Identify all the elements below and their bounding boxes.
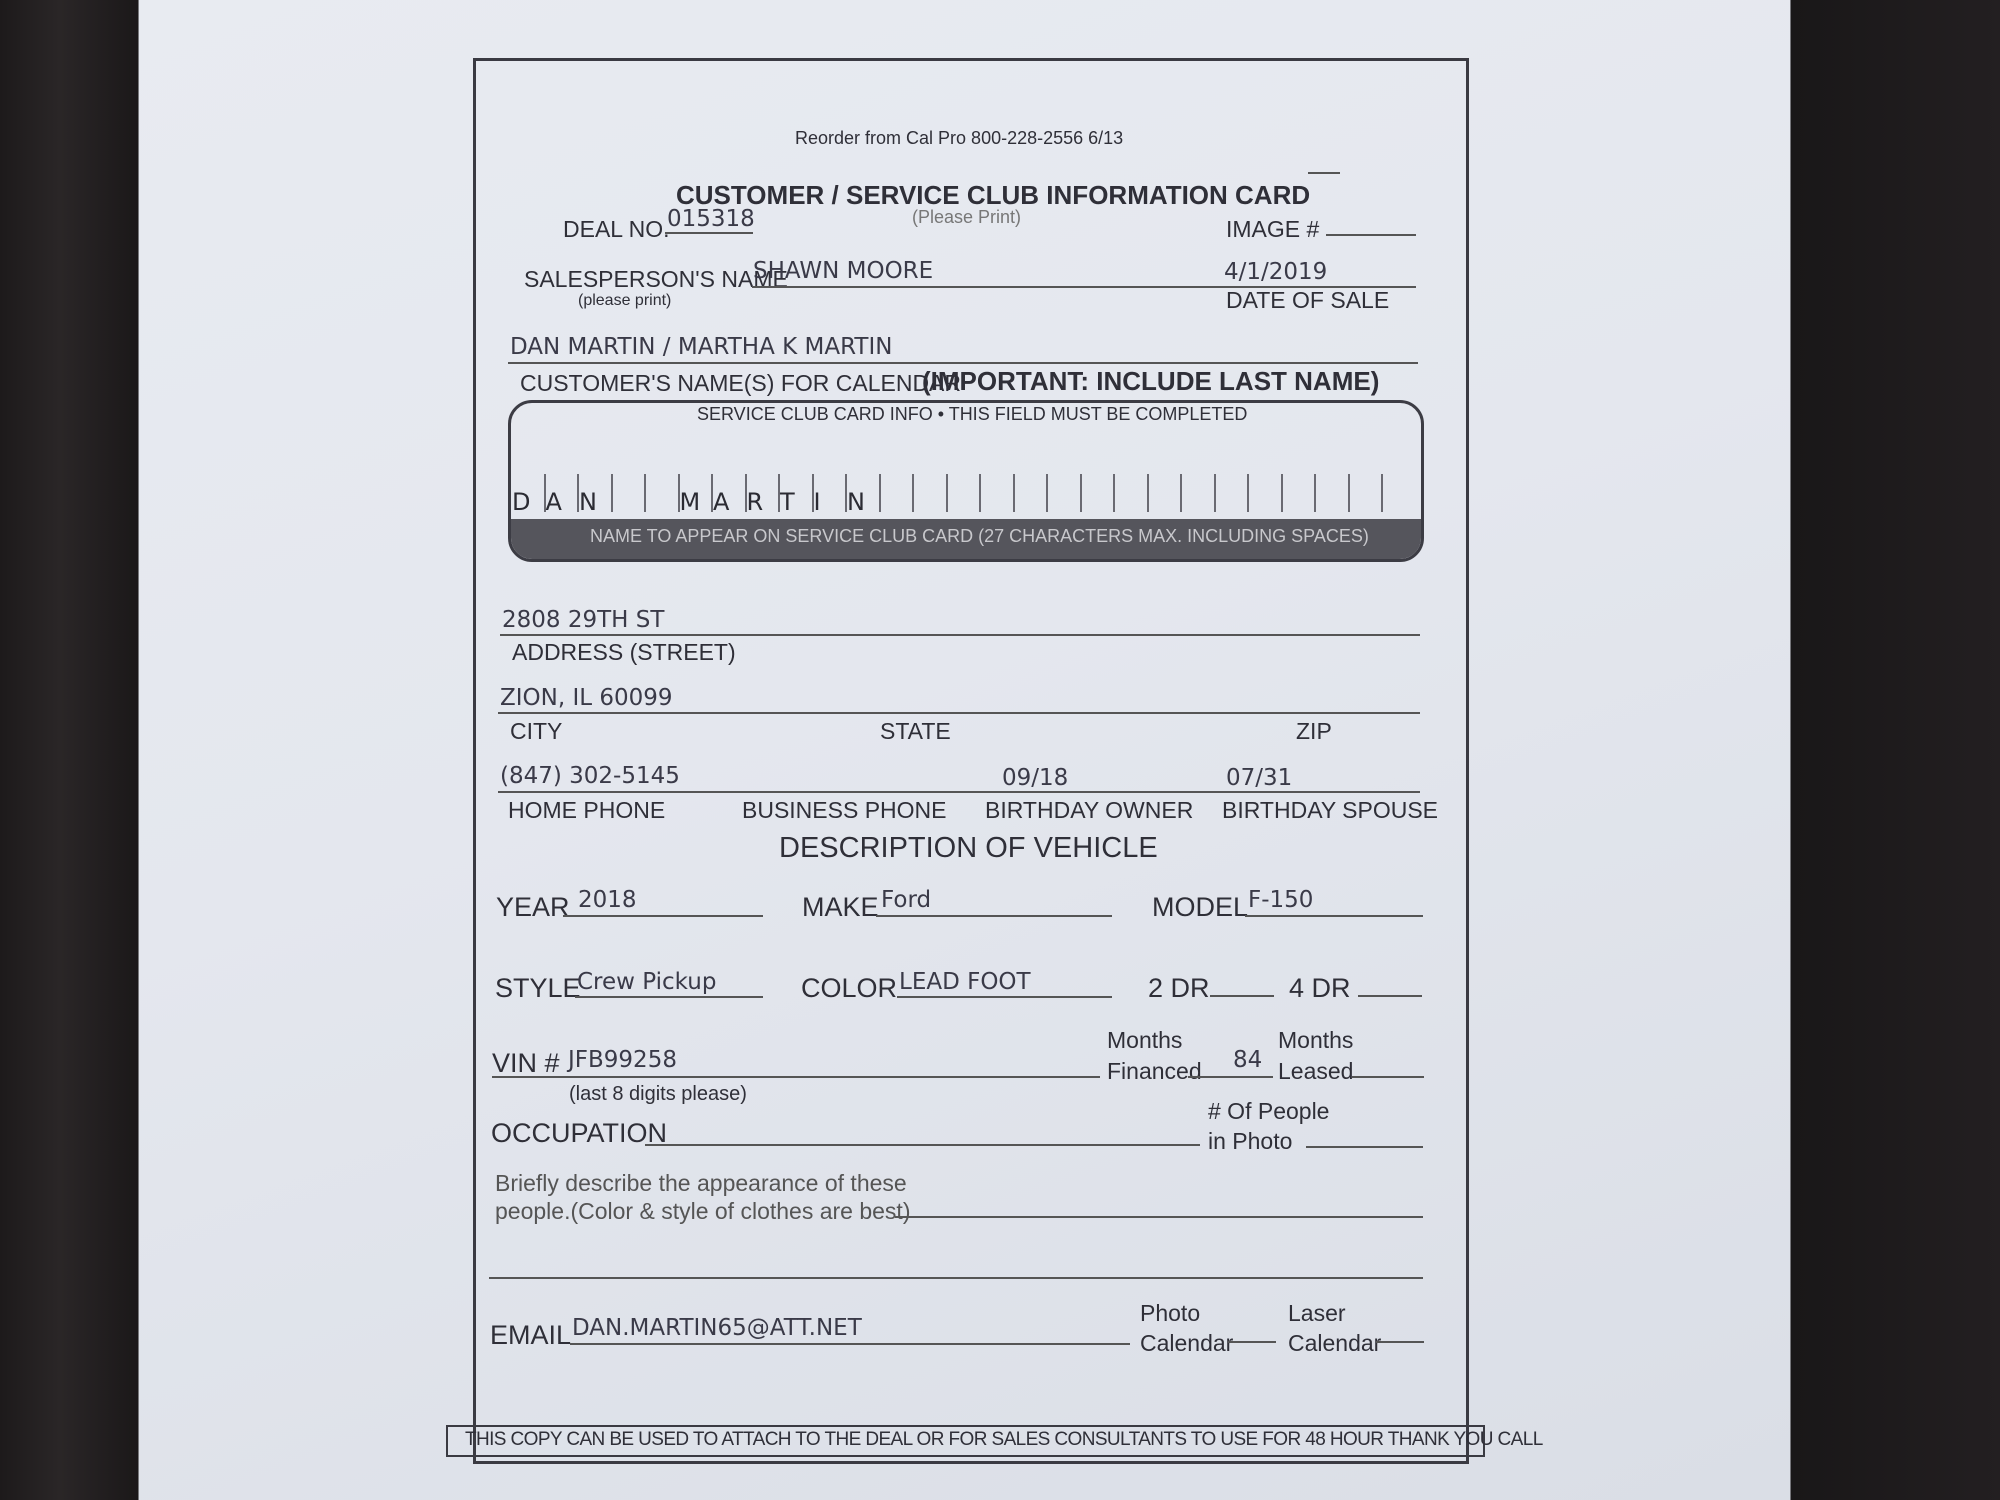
home-phone-value[interactable]: (847) 302-5145: [500, 763, 680, 789]
service-club-letter: R: [746, 488, 764, 516]
months-financed-value[interactable]: 84: [1233, 1047, 1263, 1073]
email-label: EMAIL: [490, 1320, 572, 1350]
deal-no-value[interactable]: 015318: [667, 206, 755, 232]
character-cell-divider: [1147, 474, 1149, 512]
customer-name-value[interactable]: DAN MARTIN / MARTHA K MARTIN: [510, 334, 893, 360]
occupation-line[interactable]: [645, 1144, 1200, 1146]
email-line: [570, 1343, 1130, 1345]
occupation-label: OCCUPATION: [491, 1118, 668, 1148]
two-door-line[interactable]: [1210, 995, 1274, 997]
character-cell-divider: [644, 474, 646, 512]
service-club-letter: A: [545, 488, 562, 516]
year-value[interactable]: 2018: [578, 887, 637, 913]
character-cell-divider: [1013, 474, 1015, 512]
street-line: [500, 634, 1420, 636]
people-count-top: # Of People: [1208, 1098, 1330, 1124]
service-club-letter: T: [780, 488, 795, 516]
please-print-note: (Please Print): [912, 207, 1022, 227]
state-label: STATE: [880, 718, 951, 744]
footer-text: THIS COPY CAN BE USED TO ATTACH TO THE DEAL OR FOR SALES CONSULTANTS TO USE FOR 48 HOUR THANK YOU CALL: [465, 1429, 1543, 1450]
character-cell-divider: [1381, 474, 1383, 512]
image-no-line[interactable]: [1326, 234, 1416, 236]
character-cell-divider: [611, 474, 613, 512]
months-leased-top: Months: [1278, 1027, 1354, 1053]
form-title: CUSTOMER / SERVICE CLUB INFORMATION CARD: [676, 180, 1311, 210]
character-cell-divider: [979, 474, 981, 512]
vin-value[interactable]: JFB99258: [568, 1047, 677, 1073]
months-financed-bottom: Financed: [1107, 1058, 1202, 1084]
service-club-letter: N: [847, 488, 865, 516]
year-label: YEAR: [496, 892, 570, 922]
make-label: MAKE: [802, 892, 879, 922]
character-cell-divider: [1214, 474, 1216, 512]
business-phone-label: BUSINESS PHONE: [742, 797, 947, 823]
home-phone-label: HOME PHONE: [508, 797, 666, 823]
vin-label: VIN #: [492, 1048, 560, 1078]
zip-label: ZIP: [1296, 718, 1332, 744]
date-of-sale-label: DATE OF SALE: [1226, 287, 1390, 313]
year-line: [563, 915, 763, 917]
describe-line-b[interactable]: [489, 1277, 1423, 1279]
model-value[interactable]: F-150: [1248, 887, 1314, 913]
customer-name-line: [508, 362, 1418, 364]
photo-calendar-line[interactable]: [1228, 1341, 1276, 1343]
character-cell-divider: [1113, 474, 1115, 512]
color-line: [897, 996, 1112, 998]
service-club-letter: N: [579, 488, 597, 516]
birthday-spouse-value[interactable]: 07/31: [1226, 765, 1293, 791]
service-club-letter: A: [713, 488, 730, 516]
character-cell-divider: [1247, 474, 1249, 512]
service-club-footer: NAME TO APPEAR ON SERVICE CLUB CARD (27 CHARACTERS MAX. INCLUDING SPACES): [590, 526, 1369, 546]
character-cell-divider: [1046, 474, 1048, 512]
birthday-owner-value[interactable]: 09/18: [1002, 765, 1069, 791]
birthday-owner-label: BIRTHDAY OWNER: [985, 797, 1194, 823]
people-count-bottom: in Photo: [1208, 1128, 1293, 1154]
describe-line-2: people.(Color & style of clothes are best): [495, 1198, 911, 1224]
salesperson-sub: (please print): [578, 292, 672, 309]
date-of-sale-value[interactable]: 4/1/2019: [1224, 259, 1328, 285]
image-no-label: IMAGE #: [1226, 216, 1320, 242]
city-label: CITY: [510, 718, 563, 744]
email-value[interactable]: DAN.MARTIN65@ATT.NET: [572, 1315, 862, 1341]
salesperson-value[interactable]: SHAWN MOORE: [753, 258, 934, 284]
months-financed-top: Months: [1107, 1027, 1183, 1053]
birthday-spouse-label: BIRTHDAY SPOUSE: [1222, 797, 1439, 823]
city-value[interactable]: ZION, IL 60099: [500, 685, 673, 711]
months-leased-bottom: Leased: [1278, 1058, 1354, 1084]
laser-calendar-line[interactable]: [1376, 1341, 1424, 1343]
deal-no-line: [665, 232, 753, 234]
four-door-line[interactable]: [1358, 995, 1422, 997]
character-cell-divider: [879, 474, 881, 512]
laser-calendar-top: Laser: [1288, 1300, 1346, 1326]
service-club-letter: D: [512, 488, 531, 516]
street-label: ADDRESS (STREET): [512, 639, 736, 665]
salesperson-label: SALESPERSON'S NAME: [524, 266, 788, 292]
important-note: (IMPORTANT: INCLUDE LAST NAME): [922, 366, 1380, 396]
describe-line-a[interactable]: [895, 1216, 1423, 1218]
make-line: [876, 915, 1112, 917]
street-value[interactable]: 2808 29TH ST: [502, 607, 665, 633]
character-cell-divider: [912, 474, 914, 512]
four-door-label: 4 DR: [1289, 973, 1351, 1003]
character-cell-divider: [1080, 474, 1082, 512]
color-value[interactable]: LEAD FOOT: [899, 969, 1031, 995]
character-cell-divider: [1314, 474, 1316, 512]
photo-calendar-bottom: Calendar: [1140, 1330, 1234, 1356]
city-line: [498, 712, 1420, 714]
service-club-letter: M: [679, 488, 701, 516]
style-label: STYLE: [495, 973, 581, 1003]
reorder-text: Reorder from Cal Pro 800-228-2556 6/13: [795, 128, 1124, 148]
photo-calendar-top: Photo: [1140, 1300, 1201, 1326]
vin-line: [492, 1076, 1100, 1078]
color-label: COLOR: [801, 973, 898, 1003]
style-line: [575, 996, 763, 998]
people-count-line[interactable]: [1306, 1146, 1423, 1148]
service-club-header: SERVICE CLUB CARD INFO • THIS FIELD MUST BE COMPLETED: [697, 404, 1248, 424]
customer-name-label: CUSTOMER'S NAME(S) FOR CALENDAR: [520, 370, 962, 396]
character-cell-divider: [1281, 474, 1283, 512]
style-value[interactable]: Crew Pickup: [577, 969, 717, 995]
two-door-label: 2 DR: [1148, 973, 1210, 1003]
months-leased-line[interactable]: [1352, 1076, 1424, 1078]
model-label: MODEL: [1152, 892, 1249, 922]
vehicle-heading: DESCRIPTION OF VEHICLE: [779, 832, 1158, 864]
months-financed-line: [1188, 1076, 1273, 1078]
vin-sub: (last 8 digits please): [569, 1083, 747, 1105]
describe-line-1: Briefly describe the appearance of these: [495, 1170, 907, 1196]
phone-line: [498, 791, 1420, 793]
service-club-letter: I: [813, 488, 821, 516]
header-dash: [1308, 172, 1340, 174]
character-cell-divider: [1348, 474, 1350, 512]
character-cell-divider: [946, 474, 948, 512]
deal-no-label: DEAL NO.: [563, 216, 670, 242]
make-value[interactable]: Ford: [881, 887, 932, 913]
character-cell-divider: [1180, 474, 1182, 512]
laser-calendar-bottom: Calendar: [1288, 1330, 1382, 1356]
model-line: [1245, 915, 1423, 917]
